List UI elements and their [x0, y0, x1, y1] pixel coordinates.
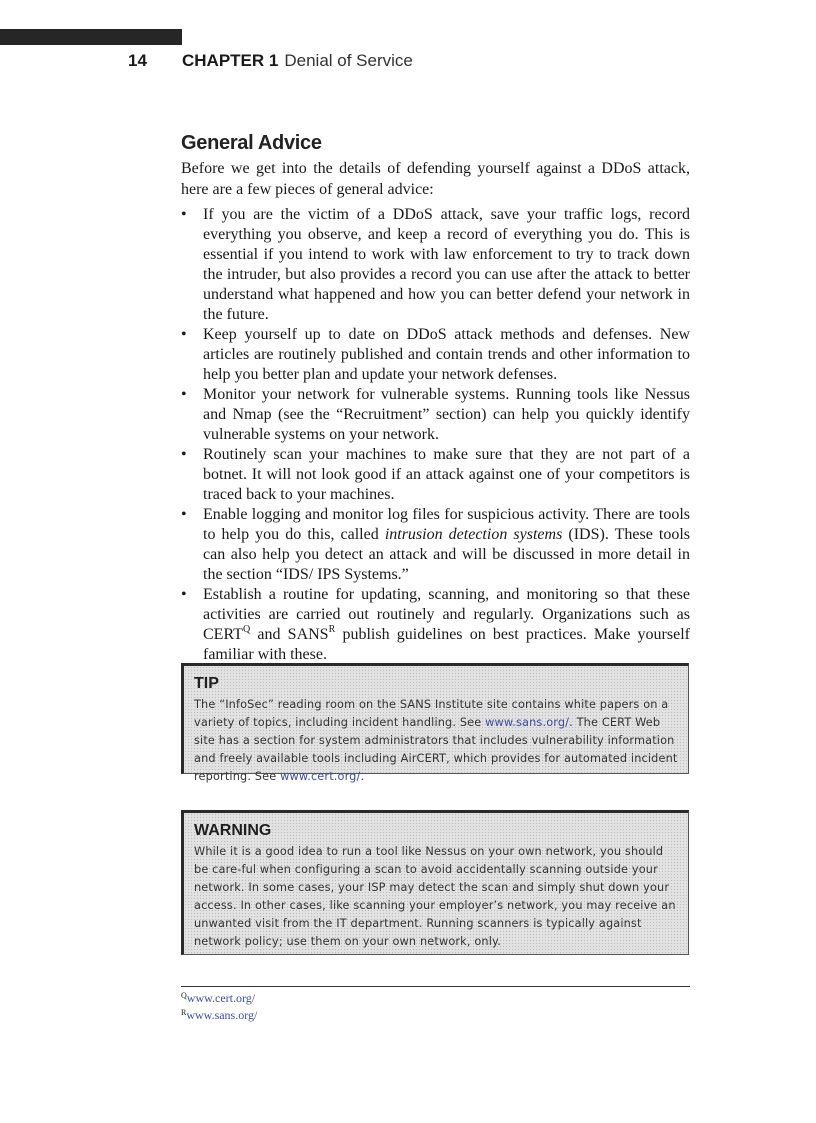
footnote-sans-link[interactable]: www.sans.org/: [186, 1008, 258, 1022]
list-item: • If you are the victim of a DDoS attack, save your traffic logs, record everything you observe, and keep a record of everything you do. This is essential if you intend to work with law enforcement to try to track down the intruder, but also provides a record you can use after the attack to better understand what happened and how you can better defend your network in the future.: [181, 206, 690, 323]
advice-list: [181, 205, 690, 665]
bullet-icon: •: [181, 446, 187, 463]
ids-term: intrusion detection systems: [384, 526, 563, 543]
bullet-icon: •: [181, 206, 187, 223]
tip-title: TIP: [194, 675, 219, 692]
page-number: 14: [128, 51, 147, 70]
list-item: • Enable logging and monitor log files for suspicious activity. There are tools to help you do this, called intrusion detection systems (IDS). These tools can also help you detect an attack and will be discussed in more detail in the section “IDS/ IPS Systems.”: [181, 506, 691, 583]
footnotes: [181, 990, 257, 1024]
bullet-icon: •: [181, 326, 187, 343]
list-item: • Establish a routine for updating, scanning, and monitoring so that these activities are carried out routinely and regularly. Organizations such as $CERT^Q$ and $SANS^R$ publish guidelines on best practices. Make yourself familiar with these.: [181, 586, 690, 663]
chapter-title: Denial of Service: [284, 51, 413, 70]
list-item: • Routinely scan your machines to make sure that they are not part of a botnet. It will not look good if an attack against one of your competitors is traced back to your machines.: [181, 446, 690, 503]
footnote-ref-r[interactable]: R: [328, 624, 336, 635]
footnote-q: $^Q$www.cert.org/: [181, 991, 256, 1005]
intro-paragraph: Before we get into the details of defending yourself against a DDoS attack, here are a few pieces of general advice:: [181, 160, 690, 198]
tip-text: The “InfoSec” reading room on the SANS Institute site contains white papers on a variety of topics, including incident handling. See www.sans.org/. The CERT Web site has a section for system administrators that includes vulnerability information and freely available tools including AirCERT, which provides for automated incident reporting. See www.cert.org/.: [194, 698, 678, 783]
list-item: • Keep yourself up to date on DDoS attack methods and defenses. New articles are routinely published and contain trends and other information to help you better plan and update your network defenses.: [181, 326, 690, 383]
warning-title: WARNING: [194, 822, 272, 839]
warning-box: [181, 810, 689, 955]
bullet-icon: •: [181, 506, 187, 523]
footnote-ref-q[interactable]: Q: [242, 624, 251, 635]
bullet-icon: •: [181, 386, 187, 403]
footnote-divider: [181, 986, 690, 987]
sans-link[interactable]: www.sans.org/: [485, 716, 570, 729]
warning-text: While it is a good idea to run a tool like Nessus on your own network, you should be care-ful when configuring a scan to avoid accidentally scanning outside your network. In some cases, your ISP may detect the scan and simply shut down your access. In other cases, like scanning your employer’s network, you may receive an unwanted visit from the IT department. Running scanners is typically against network policy; use them on your own network, only.: [194, 845, 676, 948]
footnote-cert-link[interactable]: www.cert.org/: [186, 991, 256, 1005]
bullet-icon: •: [181, 586, 187, 603]
main-content: [181, 128, 690, 665]
chapter-label: CHAPTER 1: [182, 51, 279, 70]
running-header: [128, 51, 413, 73]
footnote-r: $^R$www.sans.org/: [181, 1008, 258, 1022]
section-heading: General Advice: [181, 132, 322, 154]
cert-link[interactable]: www.cert.org/: [280, 770, 361, 783]
tip-box: [181, 663, 689, 783]
header-bar: [0, 29, 182, 45]
list-item: • Monitor your network for vulnerable systems. Running tools like Nessus and Nmap (see the “Recruitment” section) can help you quickly identify vulnerable systems on your network.: [181, 386, 690, 443]
